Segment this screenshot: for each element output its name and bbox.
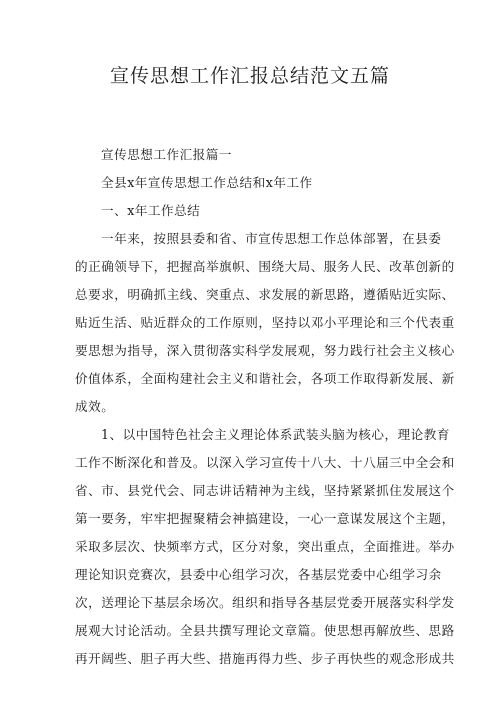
paragraph-line: 再开阔些、胆子再大些、措施再得力些、步子再快些的观念形成共 — [75, 651, 455, 666]
paragraph-line: 价值体系，全面构建社会主义和谐社会，各项工作取得新发展、新 — [75, 371, 455, 386]
paragraph-line: 1、以中国特色社会主义理论体系武装头脑为核心，理论教育 — [101, 427, 450, 442]
subsection-heading: 一、x年工作总结 — [101, 203, 201, 218]
paragraph-line: 成效。 — [75, 399, 115, 414]
document-title: 宣传思想工作汇报总结范文五篇 — [109, 65, 390, 87]
section-heading: 宣传思想工作汇报篇一 — [101, 147, 232, 162]
paragraph-line: 总要求，明确抓主线、突重点、求发展的新思路，遵循贴近实际、 — [75, 287, 455, 302]
paragraph-line: 第一要务，牢牢把握聚精会神搞建设，一心一意谋发展这个主题， — [75, 511, 455, 526]
paragraph-line: 采取多层次、快频率方式，区分对象，突出重点，全面推进。举办 — [75, 539, 455, 554]
paragraph-line: 工作不断深化和普及。以深入学习宣传十八大、十八届三中全会和 — [75, 455, 455, 470]
paragraph-line: 的正确领导下，把握高举旗帜、围绕大局、服务人民、改革创新的 — [75, 259, 455, 274]
report-subtitle: 全县x年宣传思想工作总结和x年工作 — [101, 175, 313, 190]
document-body — [75, 141, 455, 673]
paragraph-line: 要思想为指导，深入贯彻落实科学发展观，努力践行社会主义核心 — [75, 343, 455, 358]
paragraph-line: 理论知识竞赛次，县委中心组学习次，各基层党委中心组学习余 — [75, 567, 442, 582]
paragraph-line: 展观大讨论活动。全县共撰写理论文章篇。使思想再解放些、思路 — [75, 623, 455, 638]
paragraph-line: 次，送理论下基层余场次。组织和指导各基层党委开展落实科学发 — [75, 595, 455, 610]
paragraph-line: 省、市、县党代会、同志讲话精神为主线，坚持紧紧抓住发展这个 — [75, 483, 455, 498]
paragraph-line: 贴近生活、贴近群众的工作原则，坚持以邓小平理论和三个代表重 — [75, 315, 455, 330]
paragraph-line: 一年来，按照县委和省、市宣传思想工作总体部署，在县委 — [101, 231, 442, 246]
